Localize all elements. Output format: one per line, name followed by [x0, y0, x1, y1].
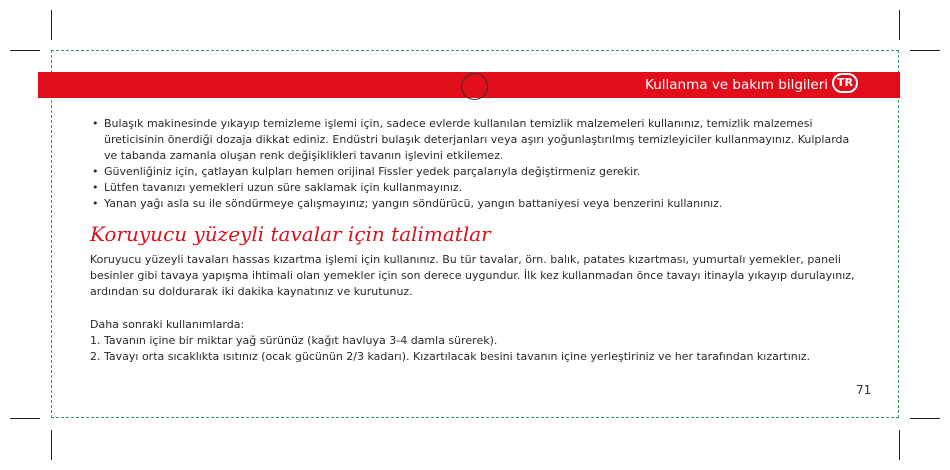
header-title: Kullanma ve bakım bilgileri — [645, 77, 828, 93]
crop-mark-bottom-right-horizontal — [910, 418, 940, 419]
bullet-list — [90, 116, 860, 212]
step-item: 1. Tavanın içine bir miktar yağ sürünüz (kağıt havluya 3-4 damla sürerek). — [90, 334, 498, 347]
list-item-text: Lütfen tavanızı yemekleri uzun süre saklamak için kullanmayınız. — [104, 181, 463, 194]
bullet-marker: • — [92, 165, 99, 178]
crop-mark-top-right-horizontal — [910, 50, 940, 51]
registration-mark-icon — [461, 73, 488, 100]
list-item-text: Güvenliğiniz için, çatlayan kulpları hemen orijinal Fissler yedek parçalarıyla değiştirmeniz gerekir. — [104, 165, 641, 178]
page-content — [90, 116, 860, 365]
step-item: 2. Tavayı orta sıcaklıkta ısıtınız (ocak gücünün 2/3 kadarı). Kızartılacak besini tavanın içine yerleştiriniz ve her tarafından kızartınız. — [90, 350, 811, 363]
language-badge: TR — [832, 73, 858, 93]
later-use-heading: Daha sonraki kullanımlarda: — [90, 318, 245, 331]
intro-paragraph: Koruyucu yüzeyli tavaları hassas kızartma işlemi için kullanınız. Bu tür tavalar, örn. balık, patates kızartması, yumurtalı yemekler, paneli besinler gibi tavaya yapışma ihtimali olan yemekler için son derece uygundur. İlk kez kullanmadan önce tavayı itinayla yıkayıp durulayınız, ardından su doldurarak iki dakika kaynatınız ve kurutunuz. — [90, 253, 855, 298]
crop-mark-top-left-vertical — [51, 10, 52, 40]
list-item — [90, 196, 860, 212]
list-item — [90, 116, 860, 164]
crop-mark-bottom-left-vertical — [51, 430, 52, 460]
list-item — [90, 164, 860, 180]
bullet-marker: • — [92, 197, 99, 210]
list-item — [90, 180, 860, 196]
crop-mark-bottom-right-vertical — [899, 430, 900, 460]
crop-mark-top-left-horizontal — [10, 50, 40, 51]
bullet-marker: • — [92, 117, 99, 130]
page-number: 71 — [856, 383, 872, 397]
crop-mark-top-right-vertical — [899, 10, 900, 40]
bullet-marker: • — [92, 181, 99, 194]
section-title: Koruyucu yüzeyli tavalar için talimatlar — [90, 222, 491, 246]
list-item-text: Yanan yağı asla su ile söndürmeye çalışmayınız; yangın söndürücü, yangın battaniyesi veya benzerini kullanınız. — [104, 197, 723, 210]
list-item-text: Bulaşık makinesinde yıkayıp temizleme işlemi için, sadece evlerde kullanılan temizlik malzemeleri kullanınız, temizlik malzemesi üreticisinin önerdiği dozaja dikkat ediniz. Endüstri bulaşık deterjanları veya aşırı yoğunlaştırılmış temizleyiciler kullanmayınız. Kulplarda ve tabanda zamanla oluşan renk değişiklikleri tavanın işlevini etkilemez. — [104, 117, 850, 162]
crop-mark-bottom-left-horizontal — [10, 418, 40, 419]
